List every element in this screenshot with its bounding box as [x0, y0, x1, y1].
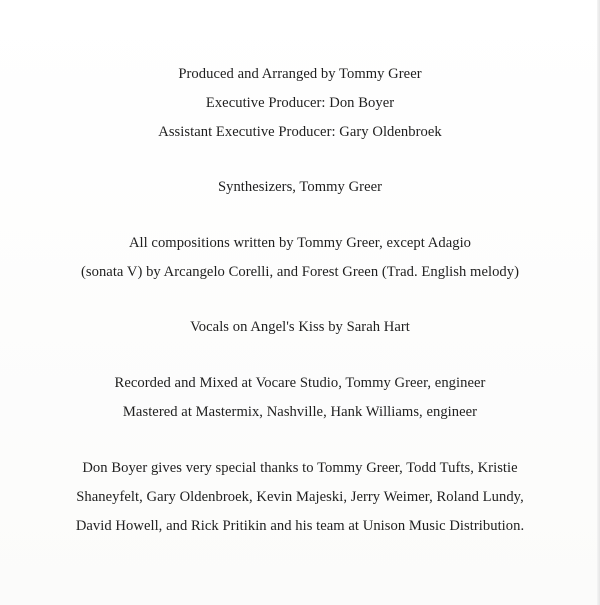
vocals-line: Vocals on Angel's Kiss by Sarah Hart	[190, 319, 410, 335]
recorded-line: Recorded and Mixed at Vocare Studio, Tommy Greer, engineer	[114, 375, 486, 391]
produced-by-line: Produced and Arranged by Tommy Greer	[178, 66, 422, 82]
executive-producer-line: Executive Producer: Don Boyer	[205, 95, 395, 111]
mastered-line: Mastered at Mastermix, Nashville, Hank Williams, engineer	[122, 404, 478, 420]
compositions-line-2: (sonata V) by Arcangelo Corelli, and Forest Green (Trad. English melody)	[80, 264, 520, 280]
synthesizers-line: Synthesizers, Tommy Greer	[217, 179, 383, 195]
thanks-line-1: Don Boyer gives very special thanks to Tommy Greer, Todd Tufts, Kristie	[82, 460, 518, 476]
assistant-executive-producer-line: Assistant Executive Producer: Gary Oldenbroek	[158, 124, 442, 140]
compositions-line-1: All compositions written by Tommy Greer, except Adagio	[128, 235, 472, 251]
thanks-line-3: David Howell, and Rick Pritikin and his team at Unison Music Distribution.	[75, 518, 525, 534]
thanks-line-2: Shaneyfelt, Gary Oldenbroek, Kevin Majeski, Jerry Weimer, Roland Lundy,	[76, 489, 524, 505]
